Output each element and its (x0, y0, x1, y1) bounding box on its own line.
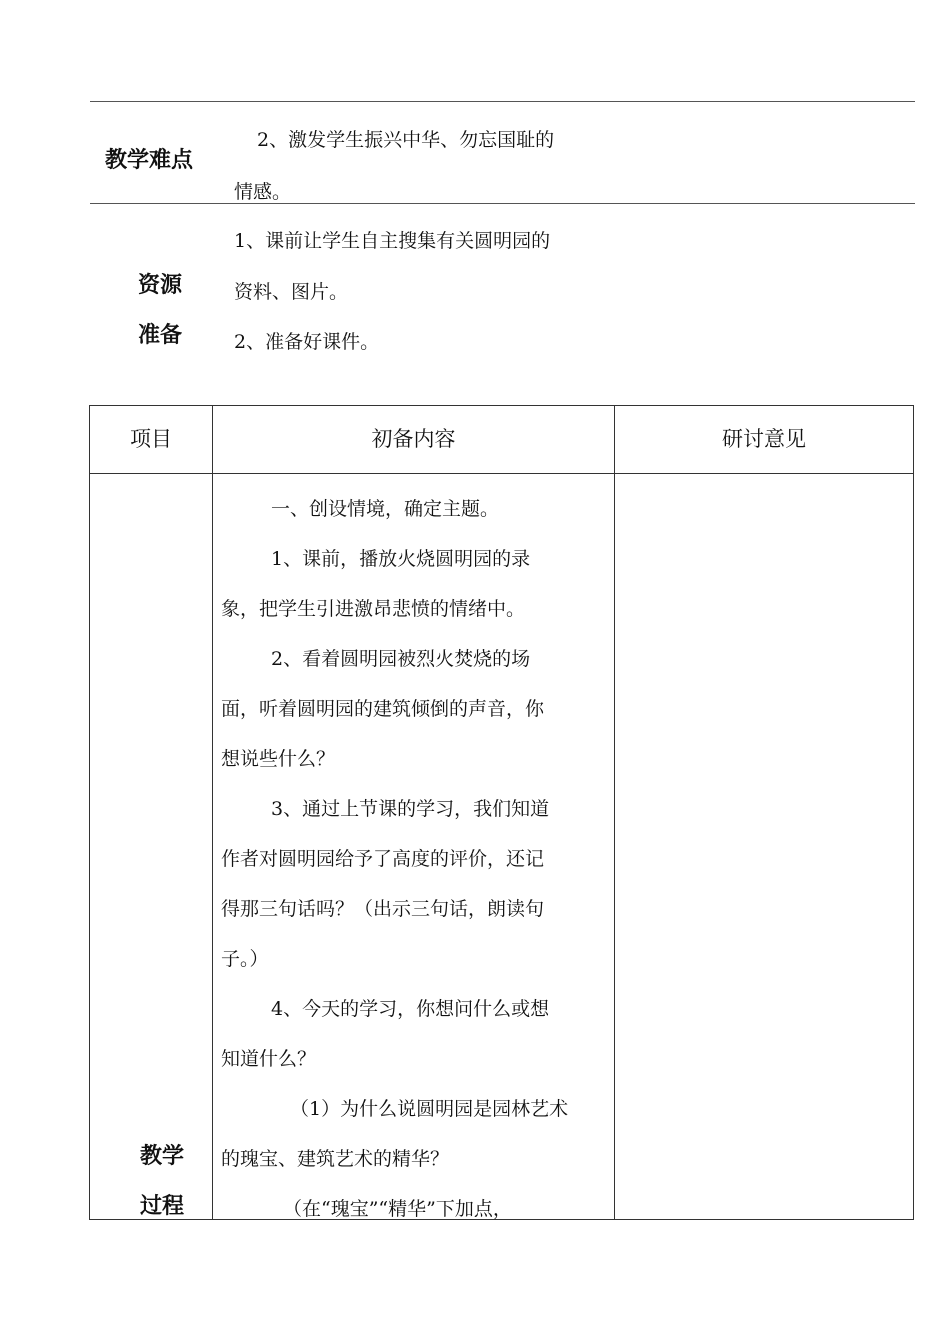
column-divider-2 (614, 406, 615, 1219)
content-line: 一、创设情境，确定主题。 (271, 498, 500, 520)
content-line: 作者对圆明园给予了高度的评价，还记 (221, 848, 545, 870)
lesson-table (89, 405, 914, 1220)
item-label-line-1: 教学 (140, 1144, 185, 1169)
resources-line-2: 资料、图片。 (234, 281, 349, 303)
content-line: 2、看着圆明园被烈火焚烧的场 (271, 648, 531, 670)
content-line: 3、通过上节课的学习，我们知道 (271, 798, 550, 820)
header-content: 初备内容 (371, 427, 456, 451)
difficulty-label: 教学难点 (105, 148, 194, 173)
header-item: 项目 (130, 427, 172, 451)
content-line: 象，把学生引进激昂悲愤的情绪中。 (221, 598, 526, 620)
column-divider-1 (212, 406, 213, 1219)
content-line: 得那三句话吗？（出示三句话，朗读句 (221, 898, 545, 920)
content-line: 面，听着圆明园的建筑倾倒的声音，你 (221, 698, 545, 720)
resources-line-3: 2、准备好课件。 (234, 331, 380, 353)
top-rule (90, 101, 915, 102)
item-label-line-2: 过程 (140, 1194, 185, 1219)
resources-line-1: 1、课前让学生自主搜集有关圆明园的 (234, 230, 551, 252)
resources-label-line-1: 资源 (138, 273, 183, 298)
content-line: 想说些什么？ (221, 748, 336, 770)
difficulty-line-1: 2、激发学生振兴中华、勿忘国耻的 (257, 129, 555, 151)
content-line: （1）为什么说圆明园是园林艺术 (290, 1098, 569, 1120)
content-line: 1、课前，播放火烧圆明园的录 (271, 548, 531, 570)
content-line: 子。） (221, 948, 269, 970)
content-line: （在“瑰宝”“精华”下加点， (283, 1198, 512, 1220)
section-rule (90, 203, 915, 204)
content-line: 4、今天的学习，你想问什么或想 (271, 998, 550, 1020)
content-line: 的瑰宝、建筑艺术的精华？ (221, 1148, 450, 1170)
header-comments: 研讨意见 (722, 427, 806, 451)
difficulty-line-2: 情感。 (234, 181, 292, 203)
content-line: 知道什么？ (221, 1048, 317, 1070)
resources-label-line-2: 准备 (138, 323, 183, 348)
header-divider (90, 473, 913, 474)
